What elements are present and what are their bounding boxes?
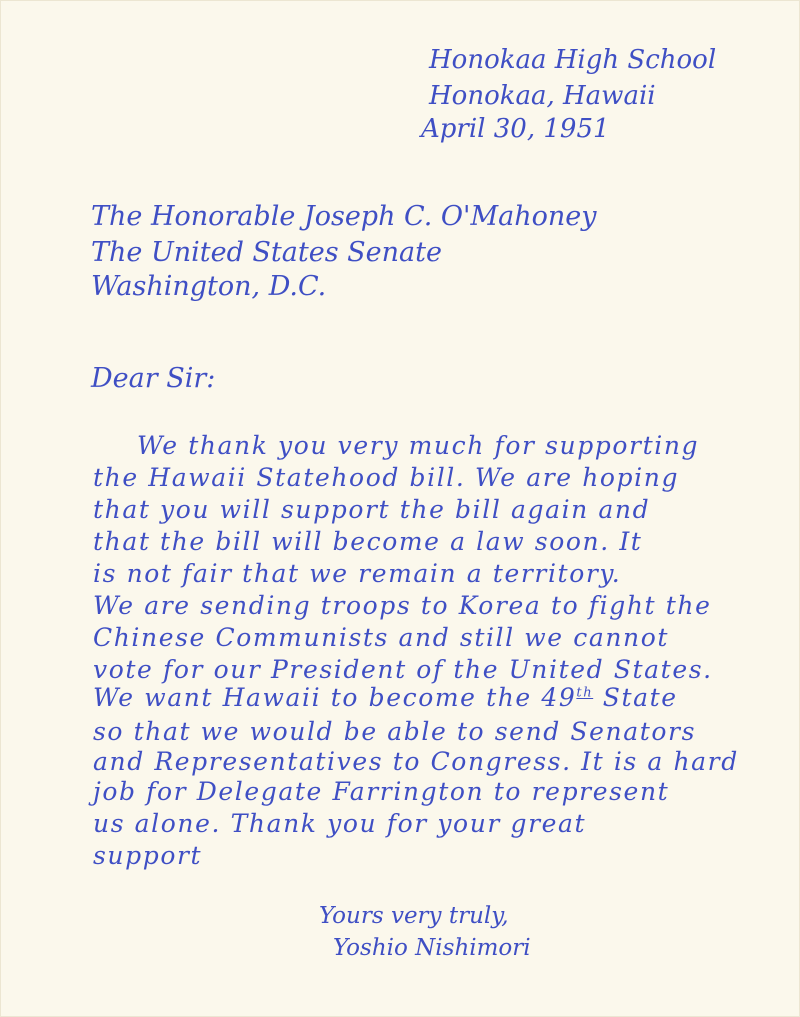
- body-line: We thank you very much for supporting: [137, 431, 700, 460]
- body-line: the Hawaii Statehood bill. We are hoping: [93, 463, 680, 492]
- body-line: that the bill will become a law soon. It: [93, 527, 643, 556]
- body-line: so that we would be able to send Senators: [93, 717, 697, 746]
- letter-date: April 30, 1951: [421, 114, 610, 144]
- sender-location: Honokaa, Hawaii: [429, 81, 656, 111]
- valediction: Yours very truly,: [319, 903, 509, 929]
- body-line-text: We want Hawaii to become the 49: [93, 683, 577, 712]
- body-line: Chinese Communists and still we cannot: [93, 623, 670, 652]
- body-line: vote for our President of the United States.: [93, 655, 713, 684]
- body-line: is not fair that we remain a territory.: [93, 559, 622, 588]
- addressee-city: Washington, D.C.: [91, 271, 327, 302]
- signature: Yoshio Nishimori: [333, 935, 531, 961]
- body-line: job for Delegate Farrington to represent: [93, 777, 670, 806]
- body-line-statehood: [93, 683, 678, 712]
- body-line: us alone. Thank you for your great: [93, 809, 587, 838]
- body-line: and Representatives to Congress. It is a hard: [93, 747, 739, 776]
- body-line: that you will support the bill again and: [93, 495, 651, 524]
- ordinal-suffix: th: [576, 685, 594, 701]
- addressee-office: The United States Senate: [91, 237, 442, 268]
- body-line-end: State: [593, 683, 678, 712]
- body-line: support: [93, 841, 203, 870]
- body-line: We are sending troops to Korea to fight the: [93, 591, 712, 620]
- salutation: Dear Sir:: [91, 363, 216, 394]
- sender-school: Honokaa High School: [429, 45, 717, 75]
- addressee-name: The Honorable Joseph C. O'Mahoney: [91, 201, 597, 232]
